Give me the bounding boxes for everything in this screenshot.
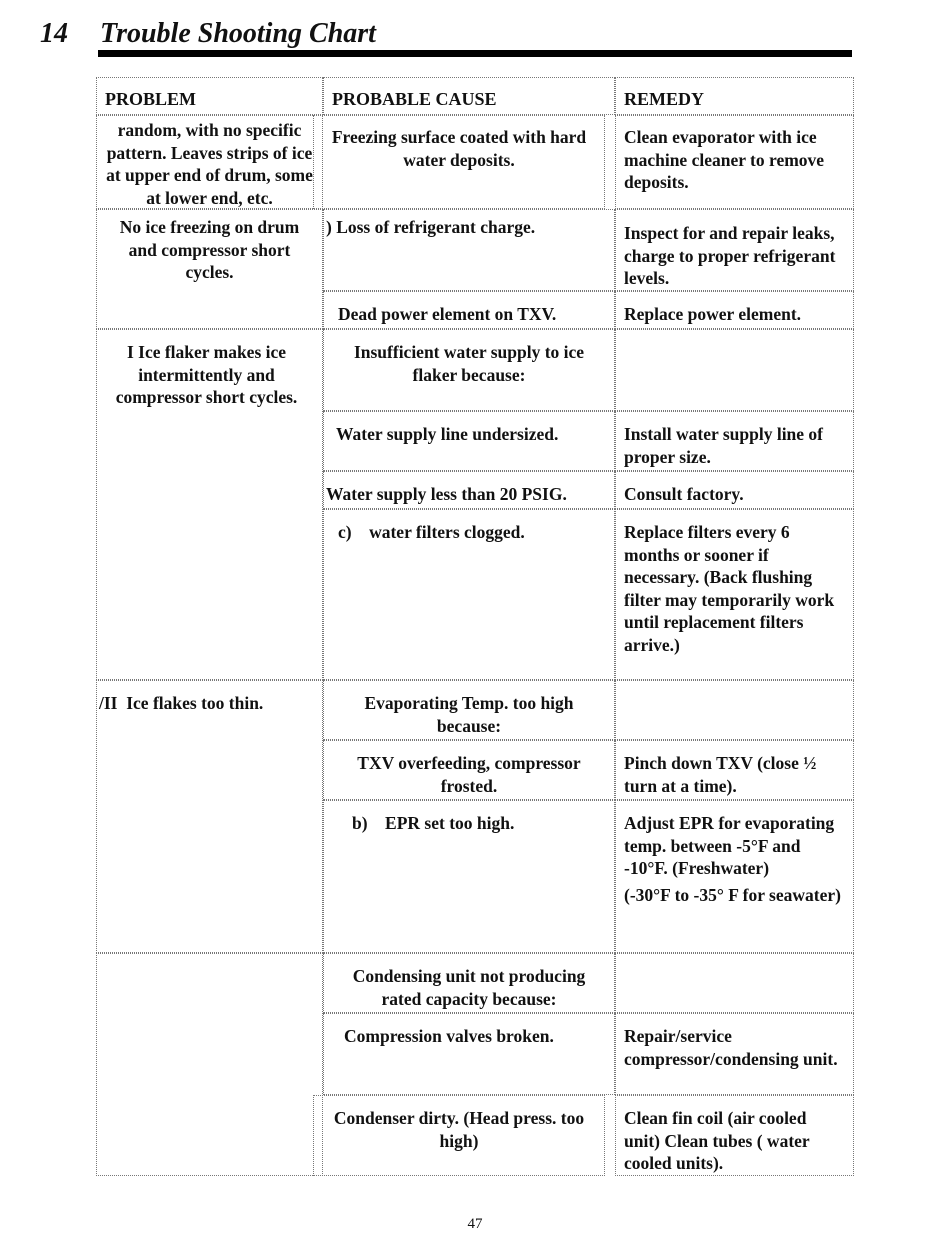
column-header-problem: PROBLEM xyxy=(96,77,323,115)
title-rule xyxy=(98,50,852,57)
cause-cell: Water supply less than 20 PSIG. xyxy=(323,471,615,509)
problem-cell-empty xyxy=(96,953,323,1176)
page-title: Trouble Shooting Chart xyxy=(100,18,376,49)
remedy-cell: Replace filters every 6 months or sooner if necessary. (Back flushing filter may temporarily work until replacement filters arrive.) xyxy=(615,509,854,680)
cause-cell: Compression valves broken. xyxy=(323,1013,615,1095)
cause-cell: ) Loss of refrigerant charge. xyxy=(323,209,615,291)
remedy-cell: Clean fin coil (air cooled unit) Clean tubes ( water cooled units). xyxy=(615,1095,854,1176)
remedy-cell: Pinch down TXV (close ½ turn at a time). xyxy=(615,740,854,800)
column-header-remedy: REMEDY xyxy=(615,77,854,115)
remedy-cell: Install water supply line of proper size. xyxy=(615,411,854,471)
page-number: 47 xyxy=(467,1216,483,1232)
remedy-freshwater-text: Adjust EPR for evaporating temp. between -5°F and -10°F. (Freshwater) xyxy=(624,813,835,878)
cause-cell: Condensing unit not producing rated capacity because: xyxy=(323,953,615,1013)
remedy-cell xyxy=(615,953,854,1013)
cause-cell: c) water filters clogged. xyxy=(323,509,615,680)
cause-cell: Dead power element on TXV. xyxy=(323,291,615,329)
cause-cell: Evaporating Temp. too high because: xyxy=(323,680,615,740)
problem-cell: I Ice flaker makes ice intermittently and compressor short cycles. xyxy=(96,329,323,680)
remedy-cell: Inspect for and repair leaks, charge to proper refrigerant levels. xyxy=(615,209,854,291)
remedy-cell: Replace power element. xyxy=(615,291,854,329)
remedy-cell xyxy=(615,800,854,953)
cause-cell: Water supply line undersized. xyxy=(323,411,615,471)
problem-cell: /II Ice flakes too thin. xyxy=(96,680,323,953)
remedy-cell: Repair/service compressor/condensing unit. xyxy=(615,1013,854,1095)
remedy-seawater-text: (-30°F to -35° F for seawater) xyxy=(624,884,841,905)
chapter-number: 14 xyxy=(40,18,68,49)
problem-cell: No ice freezing on drum and compressor short cycles. xyxy=(96,209,323,329)
column-header-cause: PROBABLE CAUSE xyxy=(323,77,615,115)
remedy-cell: Clean evaporator with ice machine cleaner to remove deposits. xyxy=(615,115,854,209)
cause-cell: b) EPR set too high. xyxy=(323,800,615,953)
remedy-cell xyxy=(615,680,854,740)
cause-cell: TXV overfeeding, compressor frosted. xyxy=(323,740,615,800)
remedy-cell: Consult factory. xyxy=(615,471,854,509)
cause-cell: Insufficient water supply to ice flaker because: xyxy=(323,329,615,411)
cause-cell: Condenser dirty. (Head press. too high) xyxy=(313,1095,605,1176)
cause-cell: Freezing surface coated with hard water deposits. xyxy=(313,115,605,209)
problem-cell: random, with no specific pattern. Leaves strips of ice at upper end of drum, some at lower end, etc. xyxy=(96,115,323,209)
remedy-cell xyxy=(615,329,854,411)
